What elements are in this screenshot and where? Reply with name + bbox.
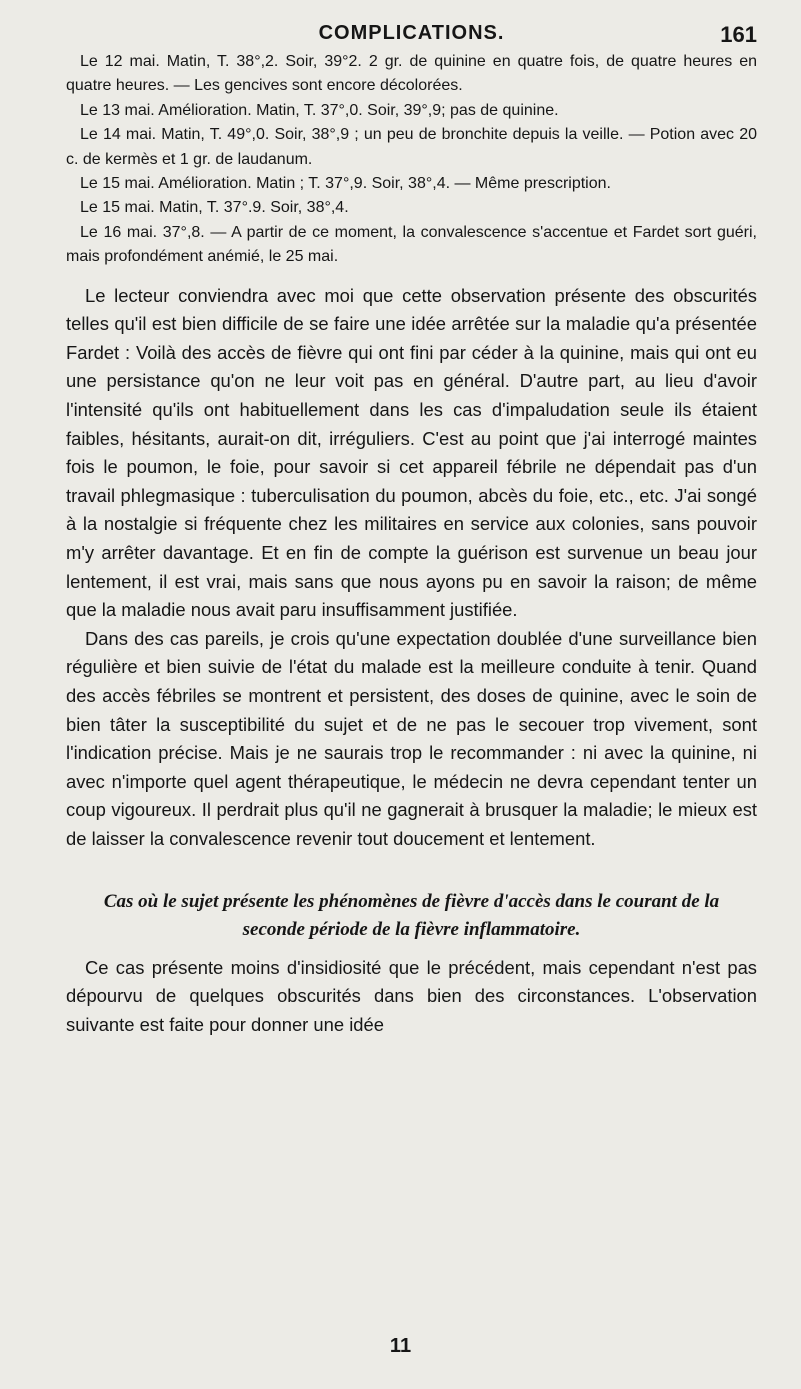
body-paragraph: Le lecteur conviendra avec moi que cette observation présente des obscurités telles qu'il est bien difficile de se faire une idée arrêtée sur la maladie qu'a présentée Fardet : Voilà des accès de fièvre qui ont fini par céder à la quinine, mais qui ont eu une persistance qu'on ne leur voit pas en général. D'autre part, au lieu d'avoir l'intensité qu'ils ont habituellement dans les cas d'impaludation seule ils étaient faibles, hésitants, aurait-on dit, irréguliers. C'est au point que j'ai interrogé maintes fois le poumon, le foie, pour savoir si cet appareil fébrile ne dépendait pas d'un travail phlegmasique : tuberculisation du poumon, abcès du foie, etc., etc. J'ai songé à la nostalgie si fréquente chez les militaires en service aux colonies, sans pouvoir m'y arrêter davantage. Et en fin de compte la guérison est survenue un beau jour lentement, il est vrai, mais sans que nous ayons pu en savoir la raison; de même que la maladie nous avait paru insuffisamment justifiée.: [66, 284, 757, 621]
page-number: 161: [720, 22, 757, 47]
daily-note: Le 12 mai. Matin, T. 38°,2. Soir, 39°2. 2 gr. de quinine en quatre fois, de quatre heures en quatre heures. — Les gencives sont encore décolorées.: [66, 53, 757, 95]
daily-note: Le 16 mai. 37°,8. — A partir de ce moment, la convalescence s'accentue et Fardet sort guéri, mais profondément anémié, le 25 mai.: [66, 223, 757, 266]
daily-note: Le 15 mai. Amélioration. Matin ; T. 37°,9. Soir, 38°,4. — Même prescription.: [80, 175, 611, 193]
running-head: [66, 10, 757, 46]
daily-note: Le 13 mai. Amélioration. Matin, T. 37°,0. Soir, 39°,9; pas de quinine.: [80, 101, 559, 119]
daily-note: Le 15 mai. Matin, T. 37°.9. Soir, 38°,4.: [80, 199, 349, 217]
closing-paragraph: Ce cas présente moins d'insidiosité que le précédent, mais cependant n'est pas dépourvu de quelques obscurités dans bien des circonstances. L'observation suivante est faite pour donner une idée: [66, 956, 757, 1035]
daily-notes: [66, 50, 757, 270]
running-title: COMPLICATIONS.: [318, 22, 505, 44]
section-heading: Cas où le sujet présente les phénomènes de fièvre d'accès dans le courant de la seconde période de la fièvre inflammatoire.: [103, 890, 720, 940]
signature-mark: 11: [389, 1335, 412, 1357]
body-paragraph: Dans des cas pareils, je crois qu'une expectation doublée d'une surveillance bien régulière et bien suivie de l'état du malade est la meilleure conduite à tenir. Quand des accès fébriles se montrent et persistent, des doses de quinine, avec le soin de bien tâter la susceptibilité du sujet et de ne pas le secouer trop vivement, sont l'indication précise. Mais je ne saurais trop le recommander : ni avec la quinine, ni avec n'importe quel agent thérapeutique, le médecin ne devra cependant tenter un coup vigoureux. Il perdrait plus qu'il ne gagnerait à brusquer la maladie; le mieux est de laisser la convalescence revenir tout doucement et lentement.: [66, 627, 757, 849]
daily-note: Le 14 mai. Matin, T. 49°,0. Soir, 38°,9 ; un peu de bronchite depuis la veille. — Potion avec 20 c. de kermès et 1 gr. de laudanum.: [66, 126, 757, 168]
